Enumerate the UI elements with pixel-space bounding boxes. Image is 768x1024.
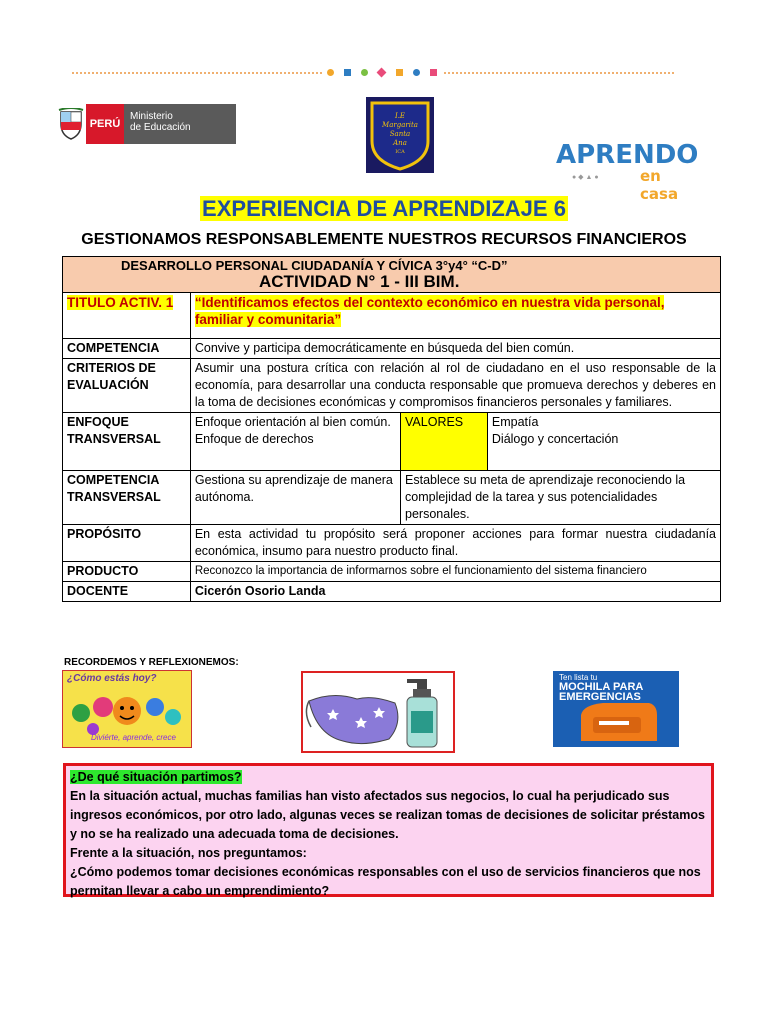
criterios-label: CRITERIOS DE EVALUACIÓN [63, 359, 191, 413]
backpack-icon [553, 671, 679, 747]
titulo-value: “Identificamos efectos del contexto económico en nuestra vida personal, familiar y comunitaria” [190, 293, 720, 339]
comp-transversal-label: COMPETENCIA TRANSVERSAL [63, 471, 191, 525]
table-header [63, 257, 721, 293]
situation-box [63, 763, 714, 897]
ministry-country: PERÚ [86, 104, 124, 144]
school-logo-text: I.E Margarita Santa Ana ICA [382, 112, 418, 155]
criterios-value: Asumir una postura crítica con relación al rol de ciudadano en el uso responsable de la economía, para desarrollar una conducta responsable que promueva derechos y deberes en la toma de decisiones económicas y compromisos financieros personales y familiares. [190, 359, 720, 413]
comp-transversal-value: Gestiona su aprendizaje de manera autónoma. [190, 471, 400, 525]
situation-question: ¿De qué situación partimos? [70, 770, 242, 784]
producto-label: PRODUCTO [63, 562, 191, 582]
decorative-shapes [322, 66, 442, 78]
enfoque-value: Enfoque orientación al bien común. Enfoque de derechos [190, 413, 400, 471]
proposito-value: En esta actividad tu propósito será proponer acciones para formar nuestra ciudadanía económica, insumo para nuestro producto final. [190, 525, 720, 562]
emotions-image: ¿Cómo estás hoy? Diviérte, aprende, crece [62, 670, 192, 748]
activity-number: ACTIVIDAD N° 1 - III BIM. [259, 272, 460, 291]
valores-value: Empatía Diálogo y concertación [487, 413, 720, 471]
competencia-value: Convive y participa democráticamente en búsqueda del bien común. [190, 339, 720, 359]
docente-value: Cicerón Osorio Landa [190, 582, 720, 602]
activity-table [62, 256, 721, 602]
aprendo-dots: ● ◆ ▲ ● [572, 174, 599, 181]
competencia-label: COMPETENCIA [63, 339, 191, 359]
school-logo [366, 97, 434, 173]
experience-subtitle: GESTIONAMOS RESPONSABLEMENTE NUESTROS RECURSOS FINANCIEROS [81, 231, 687, 248]
ministry-logo [56, 104, 236, 144]
proposito-label: PROPÓSITO [63, 525, 191, 562]
experience-title: EXPERIENCIA DE APRENDIZAJE 6 [202, 196, 566, 221]
docente-label: DOCENTE [63, 582, 191, 602]
valores-label: VALORES [401, 413, 488, 471]
titulo-label: TITULO ACTIV. 1 [63, 293, 191, 339]
comp-transversal-goal: Establece su meta de aprendizaje reconociendo la complejidad de la tarea y sus potencialidades personales. [401, 471, 721, 525]
enfoque-label: ENFOQUE TRANSVERSAL [63, 413, 191, 471]
recordemos-heading: RECORDEMOS Y REFLEXIONEMOS: [64, 657, 239, 668]
mask-icon [303, 673, 453, 751]
aprendo-en-casa-logo: APRENDO ● ◆ ▲ ● en casa [556, 140, 699, 203]
ministry-name: Ministerio de Educación [124, 104, 236, 144]
emergency-backpack-image: Ten lista tu MOCHILA PARA EMERGENCIAS [553, 671, 679, 747]
situation-frente: Frente a la situación, nos preguntamos: [70, 846, 307, 860]
producto-value: Reconozco la importancia de informarnos sobre el funcionamiento del sistema financiero [190, 562, 720, 582]
course-area: DESARROLLO PERSONAL CIUDADANÍA Y CÍVICA 3°y4° “C-D” [121, 258, 508, 273]
mask-sanitizer-image [301, 671, 455, 753]
peru-shield-icon [56, 104, 86, 144]
situation-paragraph: En la situación actual, muchas familias han visto afectados sus negocios, lo cual ha perjudicado sus ingresos económicos, por otro lado, algunas veces se realizan tomas de decisiones de solicitar préstamos y no se ha realizado una adecuada toma de decisiones. [70, 789, 705, 841]
situation-pregunta: ¿Cómo podemos tomar decisiones económicas responsables con el uso de servicios financieros que nos permitan llevar a cabo un emprendimiento? [70, 865, 701, 898]
